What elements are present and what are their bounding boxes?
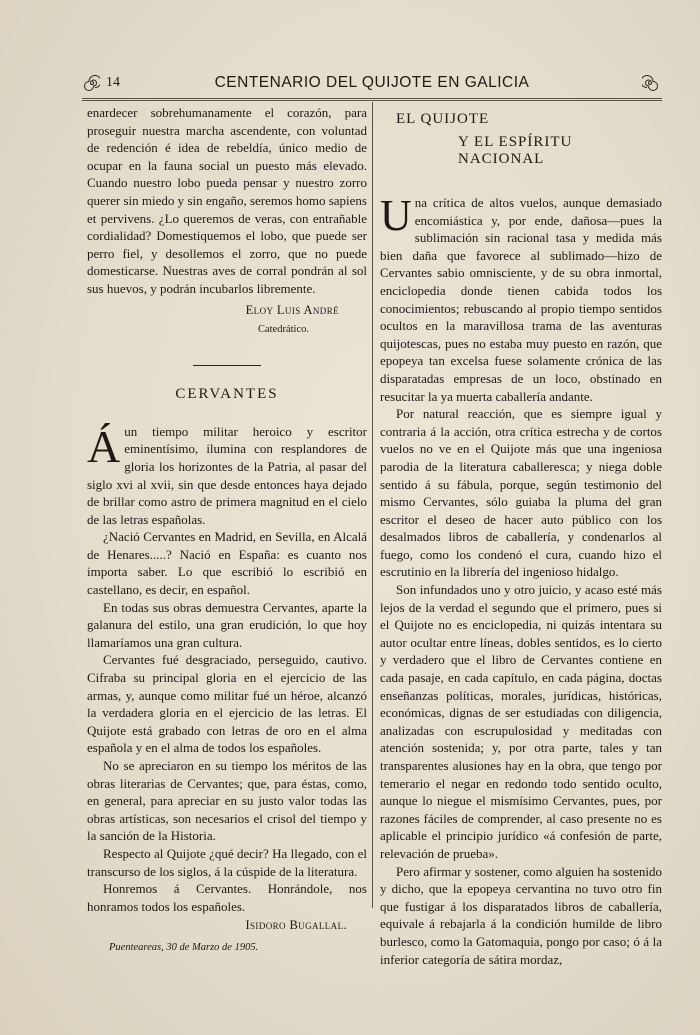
article-paragraph: Honremos á Cervantes. Honrándole, nos honramos todos los españoles.	[87, 881, 367, 914]
article-paragraph: Son infundados uno y otro juicio, y acaso esté más lejos de la verdad el segundo que el primero, pues si el Quijote no es enciclopedia, ni quizás intentara su autor ocultar entre líneas, dobles sentidos, es lo cierto y verdadero que el libro de Cervantes contiene en cada pasaje, en cada capítulo, en cada página, doctas enseñanzas políticas, morales, jurídicas, históricas, económicas, dignas de ser estudiadas con diligencia, analizadas con escrupulosidad y meditadas con atención sostenida; y, por otra parte, tales y tan transparentes alusiones hay en la obra, que tengo por temerario el negar en redondo todo sentido oculto, aunque lo niegue el mismísimo Cervantes, pues, por razones fáciles de comprender, al caso presente no es aplicable el principio jurídico «á confesión de parte, relevación de prueba».	[380, 582, 662, 861]
section-separator	[193, 365, 261, 366]
author-signature: Isidoro Bugallal.	[245, 918, 347, 933]
header-rule-thin	[82, 100, 662, 101]
article-paragraph: En todas sus obras demuestra Cervantes, aparte la galanura del estilo, una gran erudición, lo que hoy llamaríamos una gran cultura.	[87, 599, 367, 650]
article-paragraph: na crítica de altos vuelos, aunque demasiado encomiástica y, por ende, dañosa—pues la sublimación sin racional tasa y medida más bien daña que favorece al sublimado—hizo de Cervantes sabio omnisciente, y de su obra inmortal, enciclopedia donde tienen cabida todos los conocimientos; rebuscando al propio tiempo sentidos ocultos en la maravillosa trama de las aventuras quijotescas, pues no estaba muy puesto en razón, que epopeya tan excelsa fuese solamente crónica de las disparatadas empresas de un loco, obstinado en resucitar la ya muerta caballería andante.	[380, 195, 662, 404]
page-header	[82, 72, 662, 98]
article-paragraph: Por natural reacción, que es siempre igual y contraria á la acción, otra crítica estrecha y de cortos vuelos no ve en el Quijote más que una ingeniosa parodia de la literatura caballeresca; y niega doble sentido á su fábula, porque, según testimonio del mismo Cervantes, sólo guiaba la pluma del gran escritor el deseo de hacer auto público con los desalmados libros de caballería, y condenarlos al fuego, como los condenó el cura, cuando hizo el escrutinio en la librería del ingenioso hidalgo.	[380, 406, 662, 580]
article-paragraph: Respecto al Quijote ¿qué decir? Ha llegado, con el transcurso de los siglos, á la cúspide de la literatura.	[87, 845, 367, 879]
running-title: CENTENARIO DEL QUIJOTE EN GALICIA	[214, 74, 530, 91]
author-role: Catedrático.	[257, 324, 309, 336]
section-title: CERVANTES	[175, 385, 279, 402]
cervantes-article	[87, 420, 367, 957]
right-column	[380, 111, 662, 968]
article-paragraph: un tiempo militar heroico y escritor eminentísimo, ilumina con resplandores de gloria los horizontes de la Patria, al pasar del siglo xvi al xvii, sin que desde entonces haya dejado de brillar como astro de primera magnitud en el cielo de las letras españolas.	[87, 423, 367, 527]
author-signature: Eloy Luis André	[245, 302, 339, 317]
dateline: Puenteareas, 30 de Marzo de 1905.	[109, 941, 259, 953]
left-column	[87, 104, 367, 957]
article-title-line-1: EL QUIJOTE	[396, 111, 490, 127]
article-paragraph: No se apreciaron en su tiempo los méritos de las obras literarias de Cervantes; que, para éstas, como, en general, para apreciar en su justo valor todas las obras artísticas, son necesarios el crisol del tiempo y la sanción de la Historia.	[87, 758, 367, 844]
drop-cap: U	[380, 191, 412, 240]
column-divider	[372, 102, 373, 908]
article-paragraph: ¿Nació Cervantes en Madrid, en Sevilla, en Alcalá de Henares.....? Nació en España: es cuanto nos importa saber. Lo que escribió lo escribió en castellano, es decir, en español.	[87, 529, 367, 598]
spiral-ornament-icon	[642, 75, 658, 91]
continued-paragraph: enardecer sobrehumanamente el corazón, para proseguir nuestra marcha ascendente, con voluntad de redención é idea de rebeldía, único medio de ocupar en la fauna social un puesto más elevado. Cuando nuestro lobo pueda pensar y nuestro zorro querer sin miedo y sin engaño, seremos homo sapiens et pervivens. ¿Lo queremos de veras, con entrañable cordialidad? Domestiquemos el lobo, que puede ser perro fiel, y desollemos el zorro, que no puede domesticarse. Nuestras aves de corral pondrán al sol sus huevos, y podrán incubarlos libremente.	[87, 105, 367, 296]
header-rule	[82, 98, 662, 99]
quijote-article	[380, 191, 662, 968]
article-paragraph: Pero afirmar y sostener, como alguien ha sostenido y dicho, que la epopeya cervantina no tuvo otro fin que fustigar á los disparatados libros de caballería, equivale á rebajarla á la condición humilde de libro burlesco, como la Gatomaquia, pongo por caso; ó á la inferior categoría de sátira mordaz,	[380, 863, 662, 967]
article-paragraph: Cervantes fué desgraciado, perseguido, cautivo. Cifraba su principal gloria en el ejercicio de las armas, y, aunque como militar fué un héroe, alcanzó la verdadera gloria en el ejercicio de las letras. El Quijote está grabado con letras de oro en el alma española y en el alma de todos los españoles.	[87, 652, 367, 756]
drop-cap: Á	[87, 420, 121, 472]
article-title-line-2: Y EL ESPÍRITU NACIONAL	[458, 134, 573, 167]
page-number: 14	[106, 75, 120, 90]
